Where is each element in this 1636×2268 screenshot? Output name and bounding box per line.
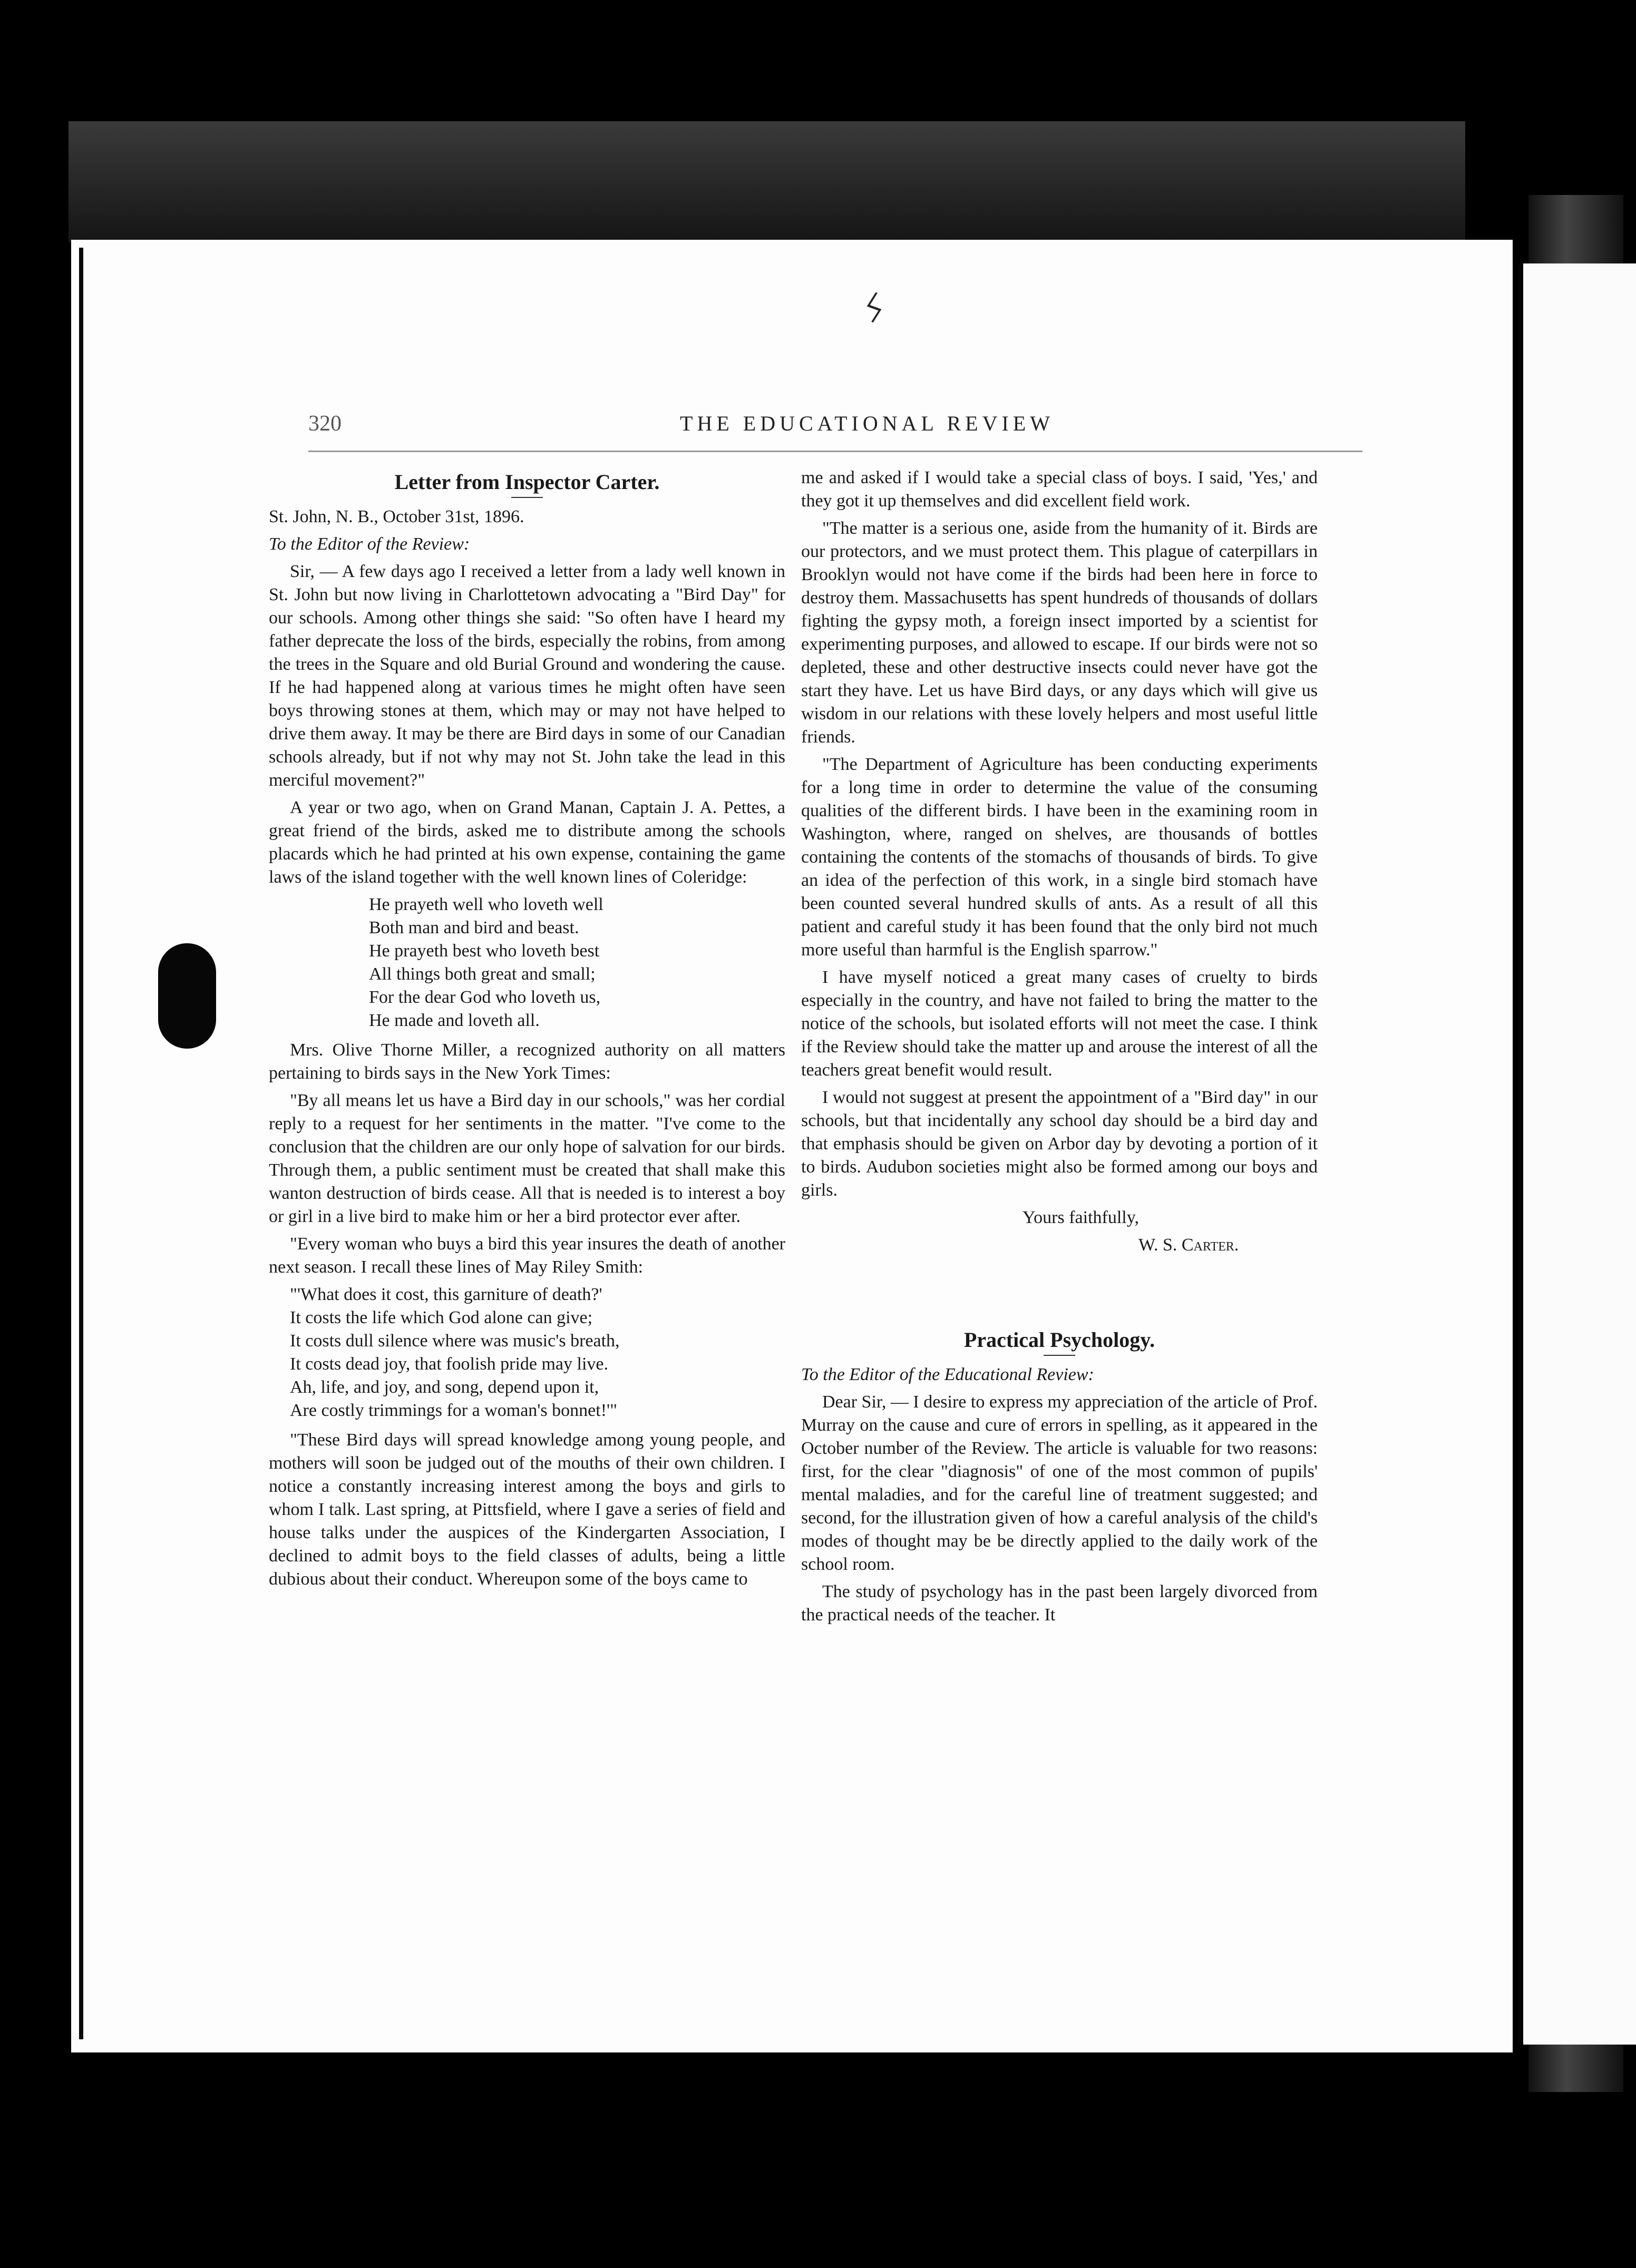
letter-paragraph: Sir, — A few days ago I received a letter from a lady well known in St. John but now living in Charlottetown advocating a "Bird Day" for our schools. Among other things she said: "So often have I heard my father deprecate the loss of the birds, especially the robins, from among the trees in the Square and old Burial Ground and wondering the cause. If he had happened along at various times he might often have seen boys throwing stones at them, which may or may not have helped to drive them away. It may be there are Bird days in some of our Canadian schools already, but if not why may not St. John take the lead in this merciful movement?" (269, 562, 785, 790)
psychology-salutation: To the Editor of the Educational Review: (801, 1365, 1094, 1384)
page-header (308, 411, 1362, 448)
psychology-paragraph: The study of psychology has in the past been largely divorced from the practical needs of the teacher. It (801, 1582, 1318, 1625)
letter-paragraph: A year or two ago, when on Grand Manan, Captain J. A. Pettes, a great friend of the birds, asked me to distribute among the schools placards which he had printed at his own expense, containing the game laws of the island together with the well known lines of Coleridge: (269, 798, 785, 887)
running-head: THE EDUCATIONAL REVIEW (680, 412, 1054, 435)
poem-line: Are costly trimmings for a woman's bonnet!'" (290, 1401, 618, 1420)
header-rule (308, 451, 1362, 452)
letter-title: Letter from Inspector Carter. (394, 470, 660, 494)
letter-dateline: St. John, N. B., October 31st, 1896. (269, 507, 524, 526)
page-edge-shadow (79, 248, 83, 2039)
poem-line: Ah, life, and joy, and song, depend upon it, (290, 1377, 599, 1397)
facing-page-edge (1518, 263, 1636, 2045)
letter-paragraph: me and asked if I would take a special class of boys. I said, 'Yes,' and they got it up themselves and did excellent field work. (801, 468, 1318, 511)
poem-line: It costs dead joy, that foolish pride may live. (290, 1354, 608, 1374)
poem-line: For the dear God who loveth us, (369, 988, 601, 1007)
scan-shadow-top (69, 121, 1465, 242)
title-rule (511, 497, 543, 498)
letter-paragraph: I would not suggest at present the appointment of a "Bird day" in our schools, but that incidentally any school day should be a bird day and that emphasis should be given on Arbor day by devoting a portion of it to birds. Audubon societies might also be formed among our boys and girls. (801, 1088, 1318, 1200)
page-number: 320 (308, 412, 342, 436)
letter-closing: Yours faithfully, (1022, 1208, 1140, 1227)
psychology-title: Practical Psychology. (963, 1328, 1155, 1352)
poem-line: "'What does it cost, this garniture of death?' (290, 1285, 602, 1304)
section-gap (801, 1261, 1318, 1324)
right-column (801, 466, 1318, 1631)
title-rule (1044, 1355, 1075, 1356)
coleridge-poem (369, 893, 785, 1032)
psychology-paragraph: Dear Sir, — I desire to express my appreciation of the article of Prof. Murray on the cause and cure of errors in spelling, as it appeared in the October number of the Review. The article is valuable for two reasons: first, for the clear "diagnosis" of one of the most common of pupils' mental maladies, and for the careful line of treatment suggested; and second, for the illustration given of how a careful analysis of the child's modes of thought may be be directly applied to the daily work of the school room. (801, 1392, 1318, 1574)
letter-paragraph: "Every woman who buys a bird this year insures the death of another next season. I recall these lines of May Riley Smith: (269, 1234, 785, 1277)
riley-smith-poem (290, 1283, 785, 1422)
letter-signature: W. S. Carter. (1138, 1235, 1239, 1255)
left-column (269, 466, 785, 1595)
binding-hole (158, 943, 216, 1049)
poem-line: Both man and bird and beast. (369, 918, 579, 937)
pencil-mark: ϟ (857, 283, 891, 334)
poem-line: All things both great and small; (369, 964, 596, 984)
poem-line: He prayeth well who loveth well (369, 895, 603, 914)
letter-paragraph: "These Bird days will spread knowledge among young people, and mothers will soon be judged out of the mouths of their own children. I notice a constantly increasing interest among the boys and girls to whom I talk. Last spring, at Pittsfield, where I gave a series of field and house talks under the auspices of the Kindergarten Association, I declined to admit boys to the field classes of adults, being a little dubious about their conduct. Whereupon some of the boys came to (269, 1430, 785, 1589)
letter-paragraph: "The Department of Agriculture has been conducting experiments for a long time in order to determine the value of the consuming qualities of the different birds. I have been in the examining room in Washington, where, ranged on shelves, are thousands of bottles containing the contents of the stomachs of thousands of birds. To give an idea of the perfection of this work, in a single bird stomach have been counted several hundred skulls of ants. As a result of all this patient and careful study it has been found that the only bird not much more useful than harmful is the English sparrow." (801, 755, 1318, 960)
poem-line: It costs the life which God alone can give; (290, 1308, 593, 1327)
poem-line: He prayeth best who loveth best (369, 941, 600, 961)
poem-line: He made and loveth all. (369, 1011, 540, 1030)
letter-paragraph: Mrs. Olive Thorne Miller, a recognized authority on all matters pertaining to birds says in the New York Times: (269, 1040, 785, 1083)
letter-paragraph: I have myself noticed a great many cases of cruelty to birds especially in the country, and have not failed to bring the matter to the notice of the schools, but isolated efforts will not meet the case. I think if the Review should take the matter up and arouse the interest of all the teachers great benefit would result. (801, 967, 1318, 1080)
letter-paragraph: "By all means let us have a Bird day in our schools," was her cordial reply to a request for her sentiments in the matter. "I've come to the conclusion that the children are our only hope of salvation for our birds. Through them, a public sentiment must be created that shall make this wanton destruction of birds cease. All that is needed is to interest a boy or girl in a live bird to make him or her a bird protector ever after. (269, 1091, 785, 1226)
letter-salutation: To the Editor of the Review: (269, 534, 470, 554)
poem-line: It costs dull silence where was music's breath, (290, 1331, 620, 1351)
letter-paragraph: "The matter is a serious one, aside from the humanity of it. Birds are our protectors, and we must protect them. This plague of caterpillars in Brooklyn would not have come if the birds had been here in force to destroy them. Massachusetts has spent hundreds of thousands of dollars fighting the gypsy moth, a foreign insect imported by a scientist for experimenting purposes, and allowed to escape. If our birds were not so depleted, these and other destructive insects could never have got the start they have. Let us have Bird days, or any days which will give us wisdom in our relations with these lovely helpers and most useful little friends. (801, 519, 1318, 747)
